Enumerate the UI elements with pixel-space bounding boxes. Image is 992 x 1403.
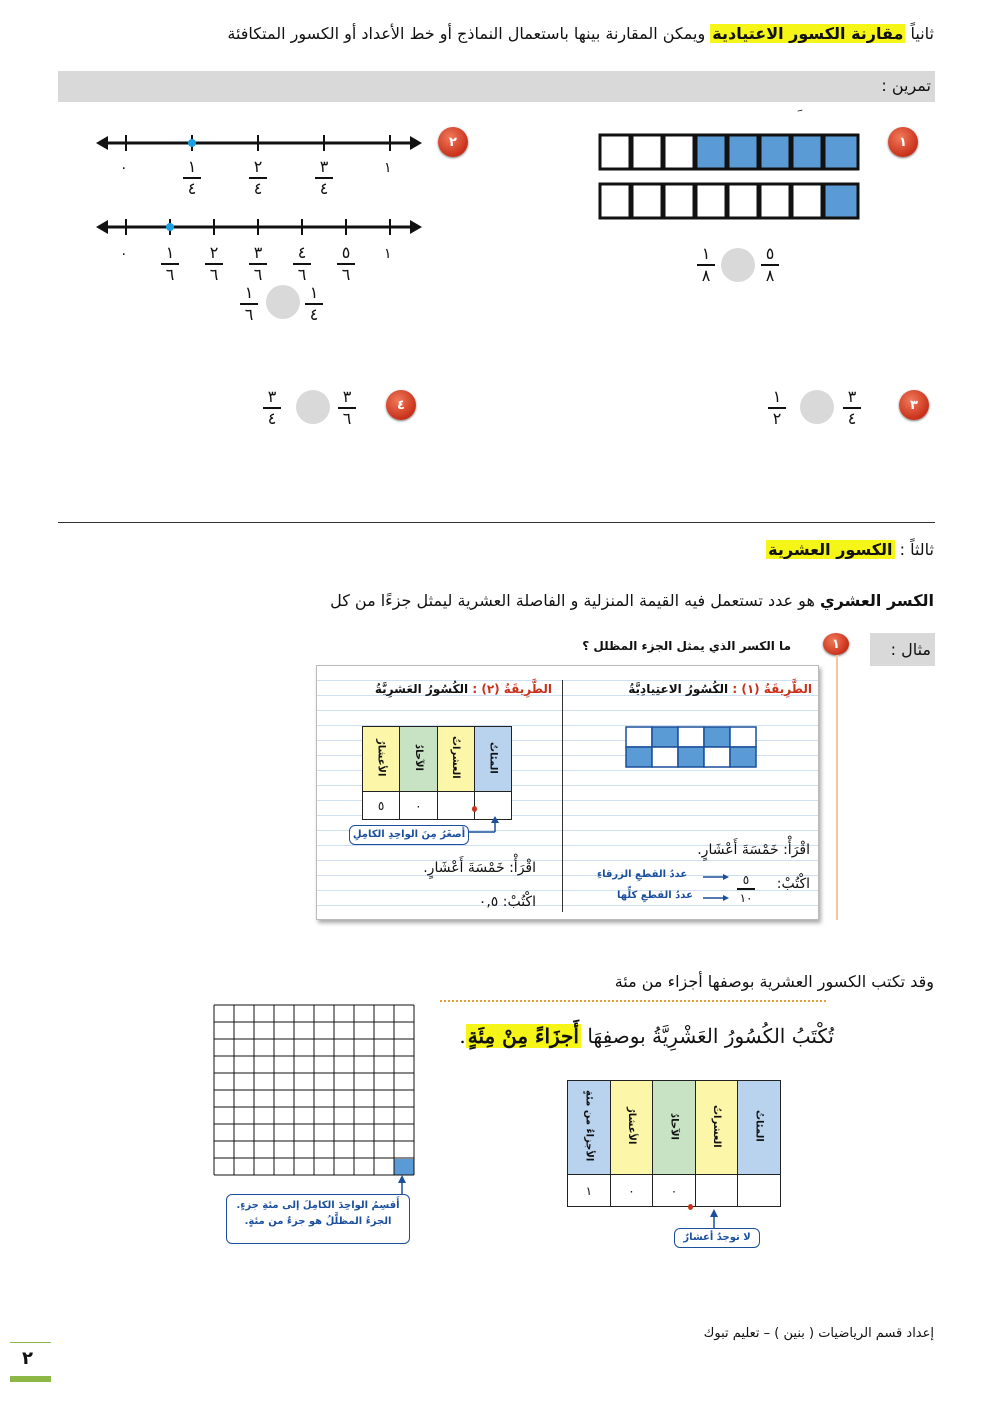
- method2-place-value-table: المئاتُ العشراتُ الآحادُ الأعشارُ ٠ ٥: [362, 726, 512, 820]
- method1-tenths-grid: [625, 726, 759, 772]
- bar-model-eighths-1: [598, 182, 862, 222]
- badge-ex3: ٣: [899, 390, 929, 420]
- method2-callout: أَصغَرُ مِنَ الواحِدِ الكامِلِ: [349, 825, 469, 845]
- nl4-tick-3: ٣ ٤: [313, 158, 335, 198]
- example-panel: [316, 665, 819, 920]
- ex2-compare-circle[interactable]: [266, 285, 300, 319]
- method1-write-label: اكْتُبْ:: [776, 876, 810, 892]
- method1-den-note: عددُ القطعِ كلِّها: [617, 890, 693, 901]
- method1-num-note: عددُ القطعِ الزرقاءِ: [597, 869, 688, 880]
- badge-example: ١: [823, 633, 849, 655]
- section3-heading: [766, 540, 934, 559]
- exercise-label: تمرين :: [881, 76, 931, 95]
- nl6-tick-5: ٥ ٦: [335, 244, 357, 284]
- method1-arrows: [701, 872, 731, 902]
- hundredths-callout: لا توجدُ أعشارٌ: [674, 1228, 760, 1248]
- example-question: ما الكسر الذي يمثل الجزء المظلل ؟: [582, 639, 791, 653]
- hundredths-place-value-table: المئاتُ العشراتُ الآحادُ الأعشارُ الأجزاءُ من مئةٍ ٠ ٠ ١: [567, 1080, 781, 1207]
- footer-credit: إعداد قسم الرياضيات ( بنين ) – تعليم تبوك: [703, 1326, 934, 1341]
- method2-callout-arrow: [467, 814, 507, 834]
- hundred-grid: [212, 1004, 416, 1176]
- method1-fraction: ٥ ١٠: [735, 873, 757, 905]
- exercise-bar: [58, 71, 935, 102]
- ex4-fraction-left: ٣ ٤: [261, 388, 283, 428]
- method2-title: الطَّرِيقَةُ (٢) : الكُسُورُ العَشرِيَّةُ: [374, 682, 552, 696]
- ex4-compare-circle[interactable]: [296, 390, 330, 424]
- nl4-one: ١: [384, 160, 392, 176]
- ex1-compare-circle[interactable]: [721, 248, 755, 282]
- panel-divider: [562, 680, 563, 912]
- definition-term: الكسر العشري: [819, 591, 934, 610]
- section-divider: [58, 522, 935, 523]
- hundredths-intro: وقد تكتب الكسور العشرية بوصفها أجزاء من مئة: [614, 972, 934, 991]
- nl4-tick-2: ٢ ٤: [247, 158, 269, 198]
- ex2-fraction-right: ١ ٤: [303, 284, 325, 324]
- example-vertical-rule: [836, 655, 838, 920]
- ex1-fraction-left: ١ ٨: [695, 245, 717, 285]
- example-label-box: [870, 633, 935, 666]
- hundredths-dotted-rule: [440, 1000, 826, 1002]
- ex3-compare-circle[interactable]: [800, 390, 834, 424]
- grid-callout-arrow: [394, 1174, 410, 1196]
- method2-read: اقْرَأْ: خَمْسَةَ أَعْشَارٍ.: [423, 860, 536, 876]
- ex4-fraction-right: ٣ ٦: [336, 388, 358, 428]
- section2-heading: [227, 24, 934, 43]
- section3-highlight: الكسور العشرية: [768, 540, 893, 559]
- page-number-bottom-bar: [10, 1376, 51, 1382]
- section3-prefix: ثالثاً :: [899, 540, 934, 559]
- nl6-one: ١: [384, 246, 392, 262]
- hundredths-decimal-point: [688, 1204, 693, 1210]
- number-line-sixths: [96, 214, 422, 240]
- badge-ex4: ٤: [386, 390, 416, 420]
- section2-highlight: مقارنة الكسور الاعتيادية: [712, 24, 904, 43]
- example-label: مثال :: [890, 640, 931, 659]
- method2-write: اكْتُبْ: ٠,٥: [478, 894, 536, 910]
- bar-model-eighths-5: [598, 133, 862, 173]
- definition: [330, 591, 934, 610]
- section2-rest: ويمكن المقارنة بينها باستعمال النماذج أو خط الأعداد أو الكسور المتكافئة: [227, 24, 706, 43]
- page-number: ٢: [22, 1348, 33, 1369]
- hundredths-heading: تُكْتَبُ الكُسُورُ العَشْرِيَّةُ بوصفِهَا أَجزَاءً مِنْ مِئَةٍ.: [459, 1024, 834, 1048]
- grid-callout: أَقسِمُ الواحِدَ الكامِلَ إلى مئةِ جزءٍ. الجزءُ المظلَّلُ هو جزءٌ من مئةٍ.: [226, 1194, 410, 1244]
- method2-decimal-point: [472, 806, 477, 812]
- badge-ex2: ٢: [438, 127, 468, 157]
- ex3-fraction-right: ٣ ٤: [841, 388, 863, 428]
- definition-rest: هو عدد تستعمل فيه القيمة المنزلية و الفاصلة العشرية ليمثل جزءًا من كل: [330, 591, 820, 610]
- nl6-tick-4: ٤ ٦: [291, 244, 313, 284]
- method1-read: اقْرَأْ: خَمْسَةَ أَعْشَارٍ.: [697, 842, 810, 858]
- nl6-zero: ٠: [120, 246, 128, 262]
- ex1-fraction-right: ٥ ٨: [759, 245, 781, 285]
- section2-prefix: ثانياً: [910, 24, 934, 43]
- ex3-fraction-left: ١ ٢: [766, 388, 788, 428]
- number-line-fourths: [96, 130, 422, 156]
- badge-ex1: ١: [888, 127, 918, 157]
- nl6-tick-3: ٣ ٦: [247, 244, 269, 284]
- nl6-tick-2: ٢ ٦: [203, 244, 225, 284]
- method1-title: الطَّرِيقَةُ (١) : الكُسُورُ الاعتِيادِيَّةُ: [628, 682, 812, 696]
- page-number-top-rule: [10, 1342, 51, 1343]
- nl6-tick-1: ١ ٦: [159, 244, 181, 284]
- nl4-zero: ٠: [120, 160, 128, 176]
- nl4-tick-1: ١ ٤: [181, 158, 203, 198]
- ex2-fraction-left: ١ ٦: [238, 284, 260, 324]
